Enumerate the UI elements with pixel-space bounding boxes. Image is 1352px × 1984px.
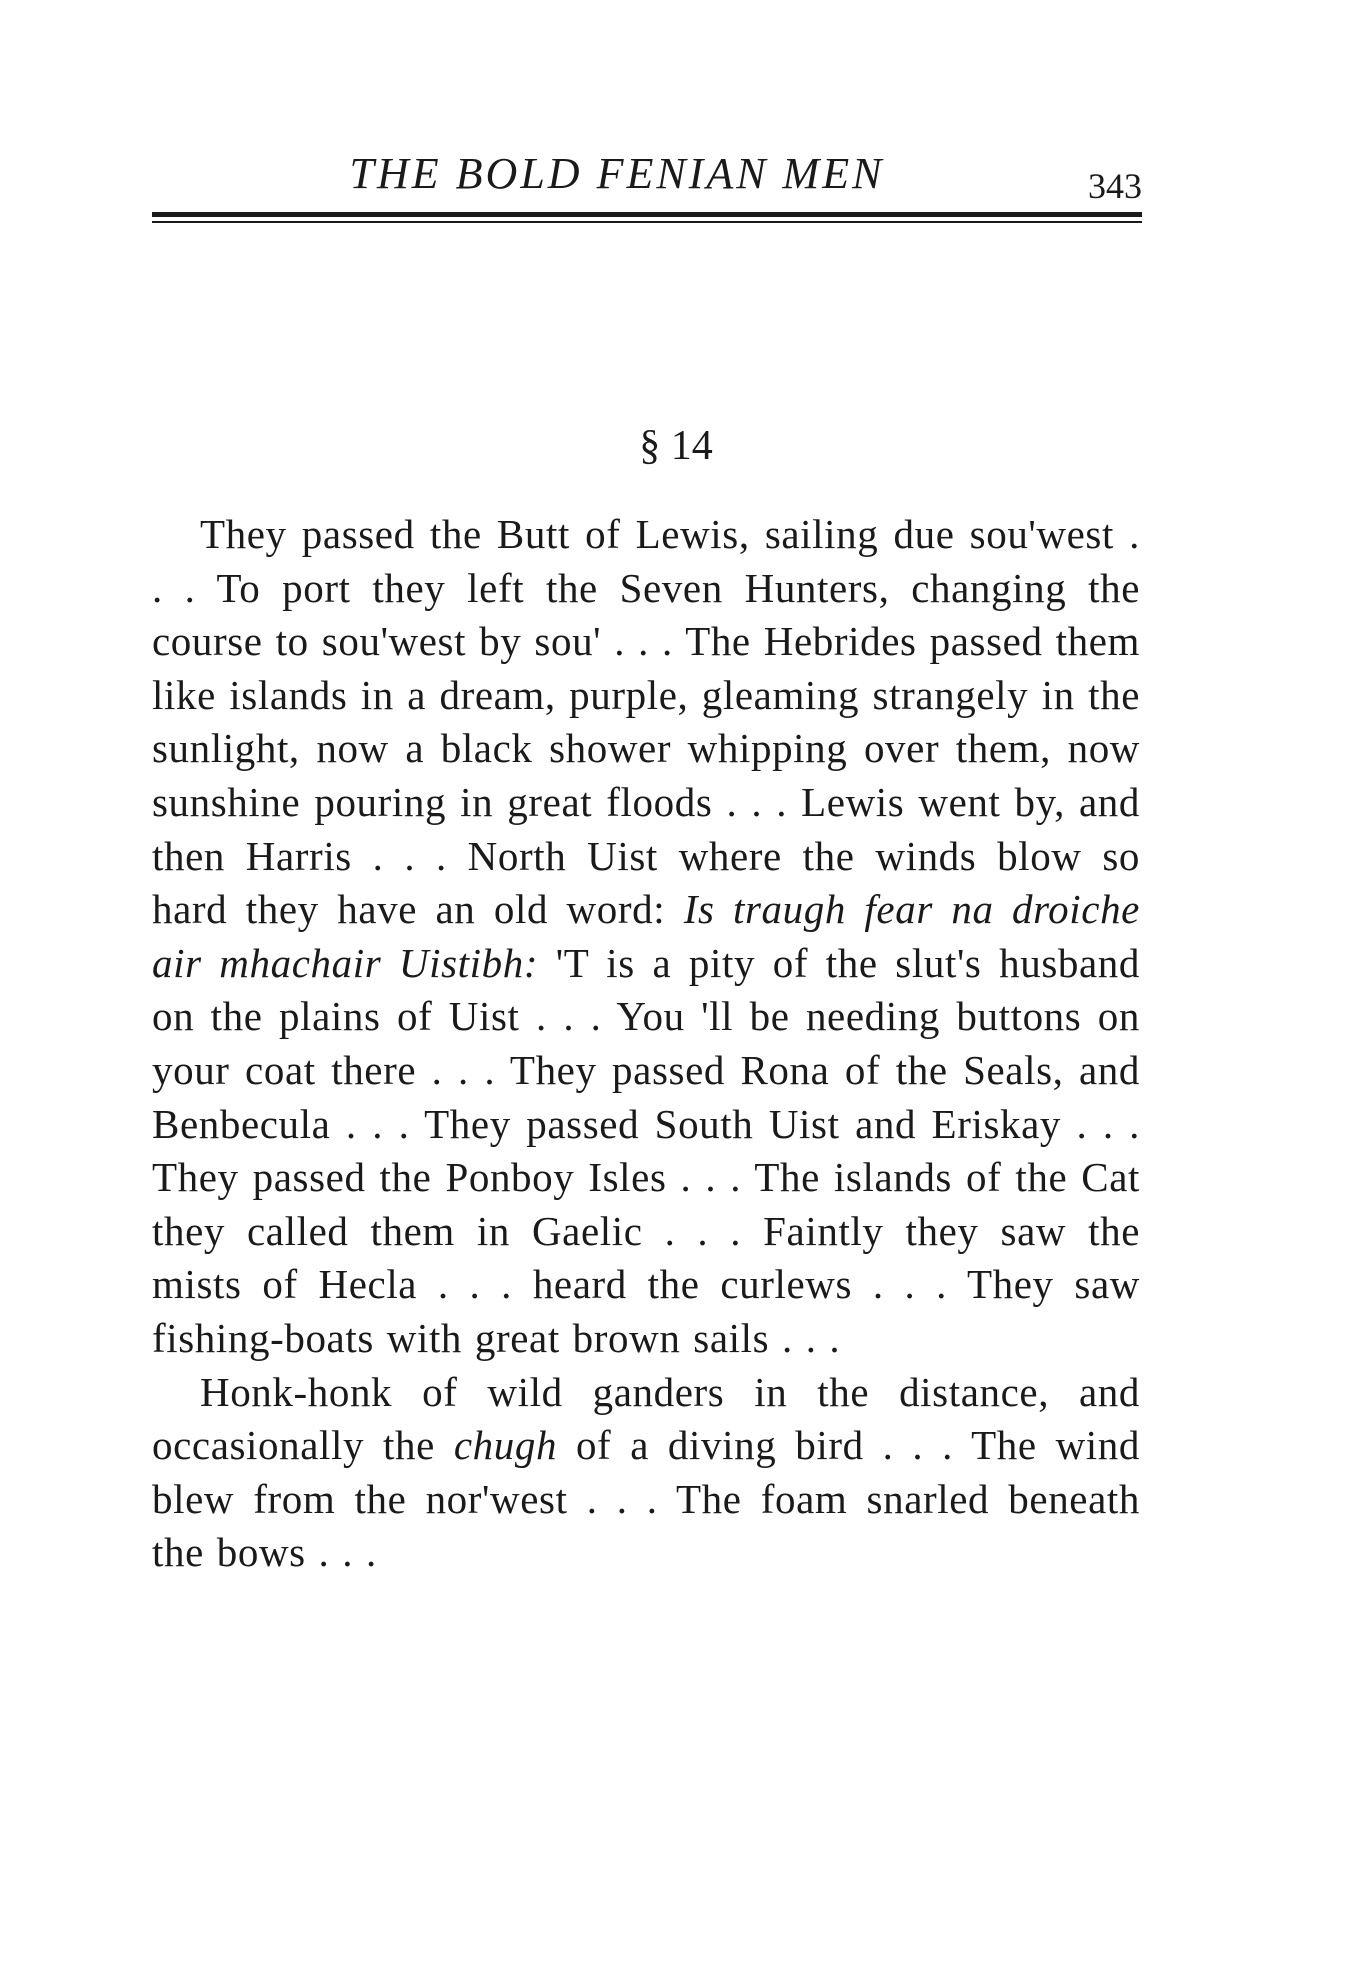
header-rule-thin — [152, 221, 1142, 223]
paragraph-2 — [152, 1366, 1140, 1580]
running-title: THE BOLD FENIAN MEN — [349, 149, 885, 198]
paragraph-2-text-b: of a diving bird . . . The wind blew from the nor'west . . . The foam snarled beneath the bows . . . — [152, 1422, 1140, 1576]
section-heading: § 14 — [639, 423, 713, 469]
chugh-word: chugh — [453, 1422, 558, 1469]
paragraph-2-text-a: Honk-honk of wild ganders in the distance, and occasionally the — [152, 1368, 1140, 1469]
paragraph-1-text-a: They passed the Butt of Lewis, sailing due sou'west . . . To port they left the Seven Hunters, changing the course to sou'west by sou' . . . The Hebrides passed them like islands in a dream, purple, gleaming strangely in the sunlight, now a black shower whipping over them, now sunshine pouring in great floods . . . Lewis went by, and then Harris . . . North Uist where the winds blow so hard they have an old word: — [152, 511, 1140, 933]
gaelic-saying: Is traugh fear na droiche air mhachair Uistibh: — [152, 886, 1140, 986]
paragraph-1-text-b: 'T is a pity of the slut's husband on the plains of Uist . . . You 'll be needing buttons on your coat there . . . They passed Rona of the Seals, and Benbecula . . . They passed South Uist and Eriskay . . . They passed the Ponboy Isles . . . The islands of the Cat they called them in Gaelic . . . Faintly they saw the mists of Hecla . . . heard the curlews . . . They saw fishing-boats with great brown sails . . . — [152, 939, 1140, 1361]
page-number: 343 — [1088, 166, 1142, 206]
paragraph-1 — [152, 508, 1140, 1366]
body-text — [152, 508, 1140, 1580]
header-rule-thick — [152, 212, 1142, 217]
running-head — [152, 148, 1142, 208]
